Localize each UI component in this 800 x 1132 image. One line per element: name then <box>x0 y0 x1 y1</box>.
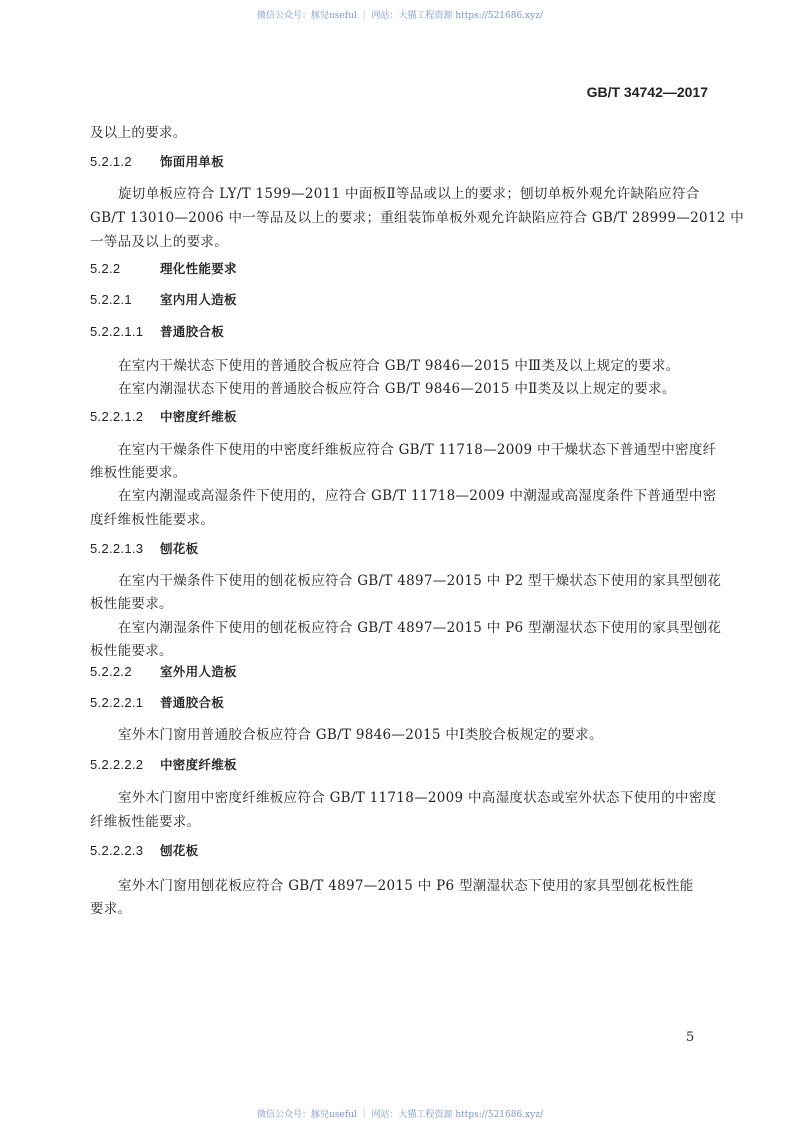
section-number: 5.2.2.2 <box>90 664 132 679</box>
paragraph-line: 纤维板性能要求。 <box>90 814 201 830</box>
section-heading <box>90 322 224 340</box>
paragraph-line: 在室内干燥条件下使用的中密度纤维板应符合 GB/T 11718—2009 中干燥状态下普通型中密度纤 <box>118 442 717 458</box>
watermark-top: 微信公众号：豚兒useful ｜ 网站：大猫工程资源 https://521686.xyz/ <box>257 11 543 21</box>
section-title: 普通胶合板 <box>160 695 225 710</box>
paragraph-line: 室外木门窗用普通胶合板应符合 GB/T 9846—2015 中Ⅰ类胶合板规定的要求。 <box>118 727 603 743</box>
section-heading <box>90 755 237 773</box>
section-heading <box>90 662 237 680</box>
paragraph-line: 板性能要求。 <box>90 643 173 659</box>
section-heading <box>90 290 237 308</box>
section-title: 中密度纤维板 <box>160 757 237 772</box>
paragraph-line: 度纤维板性能要求。 <box>90 512 215 528</box>
section-title: 普通胶合板 <box>160 324 225 339</box>
section-heading <box>90 259 237 277</box>
section-title: 理化性能要求 <box>160 261 237 276</box>
section-number: 5.2.2.2.3 <box>90 843 144 858</box>
paragraph-line: 在室内干燥状态下使用的普通胶合板应符合 GB/T 9846—2015 中Ⅲ类及以上规定的要求。 <box>118 358 680 374</box>
section-title: 饰面用单板 <box>160 154 225 169</box>
section-title: 中密度纤维板 <box>160 409 237 424</box>
section-heading <box>90 841 198 859</box>
section-heading <box>90 539 198 557</box>
paragraph-line: 在室内潮湿条件下使用的刨花板应符合 GB/T 4897—2015 中 P6 型潮湿状态下使用的家具型刨花 <box>118 620 722 636</box>
section-number: 5.2.2.1.3 <box>90 541 144 556</box>
section-number: 5.2.1.2 <box>90 154 132 169</box>
paragraph-line: 板性能要求。 <box>90 596 173 612</box>
paragraph-line: 室外木门窗用刨花板应符合 GB/T 4897—2015 中 P6 型潮湿状态下使用的家具型刨花板性能 <box>118 878 694 894</box>
section-heading <box>90 152 224 170</box>
paragraph-line: 一等品及以上的要求。 <box>90 234 228 250</box>
paragraph-line: 维板性能要求。 <box>90 465 187 481</box>
paragraph-line: 旋切单板应符合 LY/T 1599—2011 中面板Ⅱ等品或以上的要求；刨切单板外观允许缺陷应符合 <box>118 186 700 202</box>
section-heading <box>90 693 224 711</box>
section-number: 5.2.2.2.2 <box>90 757 144 772</box>
paragraph-line: GB/T 13010—2006 中一等品及以上的要求；重组装饰单板外观允许缺陷应符合 GB/T 28999—2012 中 <box>90 210 745 226</box>
section-title: 室内用人造板 <box>160 292 237 307</box>
paragraph-line: 在室内干燥条件下使用的刨花板应符合 GB/T 4897—2015 中 P2 型干燥状态下使用的家具型刨花 <box>118 573 722 589</box>
section-heading <box>90 407 237 425</box>
paragraph-line: 及以上的要求。 <box>90 125 187 141</box>
watermark-bottom: 微信公众号：豚兒useful ｜ 网站：大猫工程资源 https://521686.xyz/ <box>257 1110 543 1120</box>
page-number: 5 <box>686 1030 695 1045</box>
section-number: 5.2.2 <box>90 261 121 276</box>
section-title: 室外用人造板 <box>160 664 237 679</box>
section-number: 5.2.2.1 <box>90 292 132 307</box>
section-number: 5.2.2.1.2 <box>90 409 144 424</box>
paragraph-line: 室外木门窗用中密度纤维板应符合 GB/T 11718—2009 中高湿度状态或室外状态下使用的中密度 <box>118 790 717 806</box>
section-number: 5.2.2.2.1 <box>90 695 144 710</box>
section-number: 5.2.2.1.1 <box>90 324 144 339</box>
section-title: 刨花板 <box>160 843 199 858</box>
paragraph-line: 要求。 <box>90 901 132 917</box>
section-title: 刨花板 <box>160 541 199 556</box>
paragraph-line: 在室内潮湿状态下使用的普通胶合板应符合 GB/T 9846—2015 中Ⅱ类及以上规定的要求。 <box>118 381 676 397</box>
standard-number-header: GB/T 34742—2017 <box>586 84 708 100</box>
paragraph-line: 在室内潮湿或高湿条件下使用的，应符合 GB/T 11718—2009 中潮湿或高湿度条件下普通型中密 <box>118 488 717 504</box>
